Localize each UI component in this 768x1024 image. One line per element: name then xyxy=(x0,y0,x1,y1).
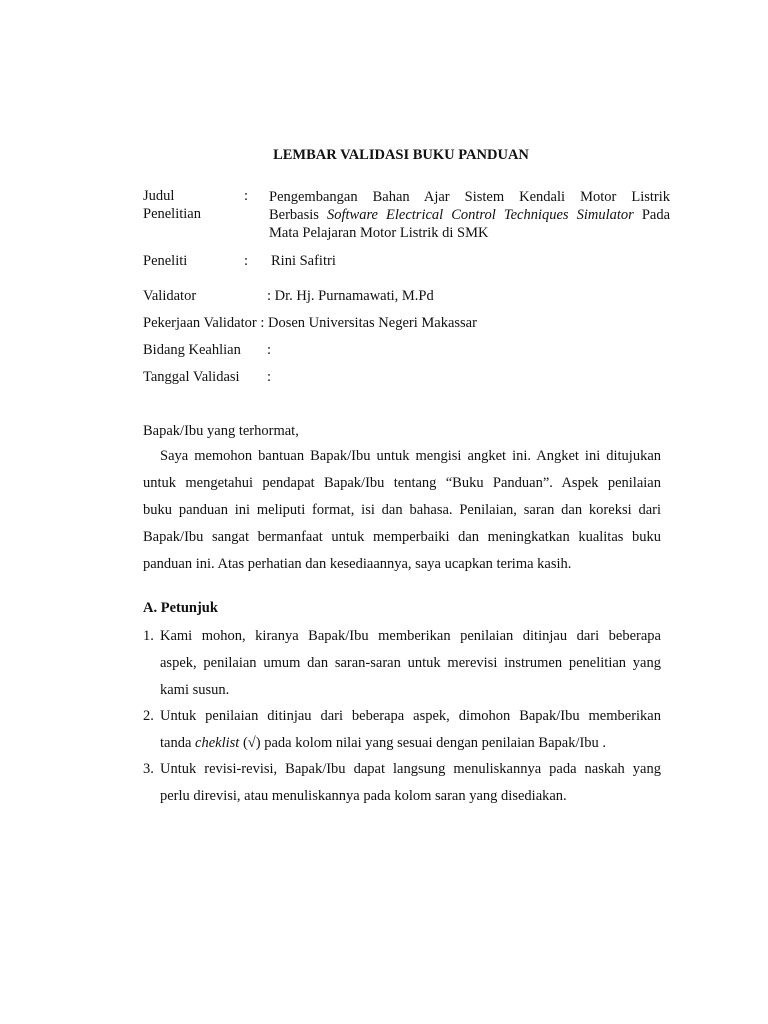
judul-line-2-pre: Berbasis xyxy=(269,207,327,223)
judul-line-2-italic: Software Electrical Control Techniques Simulator xyxy=(326,207,634,223)
judul-label-line1: Judul xyxy=(143,188,175,204)
tanggal-label: Tanggal Validasi xyxy=(143,369,240,385)
document-title: LEMBAR VALIDASI BUKU PANDUAN xyxy=(273,147,529,163)
validator-value: : Dr. Hj. Purnamawati, M.Pd xyxy=(267,288,434,304)
item-line-post: (√) pada kolom nilai yang sesuai dengan penilaian Bapak/Ibu . xyxy=(239,735,607,751)
intro-line: buku panduan ini meliputi format, isi dan bahasa. Penilaian, saran dan koreksi dari xyxy=(143,502,661,518)
tanggal-value: : xyxy=(267,369,272,385)
pekerjaan-label: Pekerjaan Validator xyxy=(143,315,257,331)
item-line: Untuk penilaian ditinjau dari beberapa aspek, dimohon Bapak/Ibu memberikan xyxy=(160,708,661,724)
item-number: 2. xyxy=(143,708,154,724)
intro-line: Saya memohon bantuan Bapak/Ibu untuk mengisi angket ini. Angket ini ditujukan xyxy=(160,448,661,464)
peneliti-value: Rini Safitri xyxy=(271,253,336,269)
pekerjaan-line xyxy=(143,315,477,332)
item-number: 3. xyxy=(143,761,154,777)
item-line: Kami mohon, kiranya Bapak/Ibu memberikan penilaian ditinjau dari beberapa xyxy=(160,628,661,644)
section-heading: A. Petunjuk xyxy=(143,600,218,616)
greeting: Bapak/Ibu yang terhormat, xyxy=(143,423,299,439)
judul-line-2-post: Pada xyxy=(633,207,670,223)
item-line: Untuk revisi-revisi, Bapak/Ibu dapat langsung menuliskannya pada naskah yang xyxy=(160,761,661,777)
intro-line: panduan ini. Atas perhatian dan kesediaannya, saya ucapkan terima kasih. xyxy=(143,556,572,572)
judul-line-3: Mata Pelajaran Motor Listrik di SMK xyxy=(269,225,489,241)
item-line: kami susun. xyxy=(160,682,230,698)
bidang-value: : xyxy=(267,342,272,358)
judul-label-line2: Penelitian xyxy=(143,206,201,222)
judul-value xyxy=(269,188,670,242)
peneliti-label: Peneliti xyxy=(143,253,188,269)
bidang-label: Bidang Keahlian xyxy=(143,342,241,358)
pekerjaan-value: : Dosen Universitas Negeri Makassar xyxy=(256,315,477,331)
intro-line: Bapak/Ibu sangat bermanfaat untuk memperbaiki dan meningkatkan kualitas buku xyxy=(143,529,661,545)
item-line: aspek, penilaian umum dan saran-saran untuk merevisi instrumen penelitian yang xyxy=(160,655,661,671)
item-number: 1. xyxy=(143,628,154,644)
judul-line-2 xyxy=(269,206,670,224)
item-line xyxy=(160,735,606,752)
judul-colon: : xyxy=(244,188,249,204)
intro-line: untuk mengetahui pendapat Bapak/Ibu tentang “Buku Panduan”. Aspek penilaian xyxy=(143,475,661,491)
judul-line-1: Pengembangan Bahan Ajar Sistem Kendali Motor Listrik xyxy=(269,189,670,205)
item-line: perlu direvisi, atau menuliskannya pada kolom saran yang disediakan. xyxy=(160,788,567,804)
item-line-pre: tanda xyxy=(160,735,196,751)
item-line-italic: cheklist xyxy=(195,735,240,751)
peneliti-colon: : xyxy=(244,253,249,269)
validator-label: Validator xyxy=(143,288,197,304)
